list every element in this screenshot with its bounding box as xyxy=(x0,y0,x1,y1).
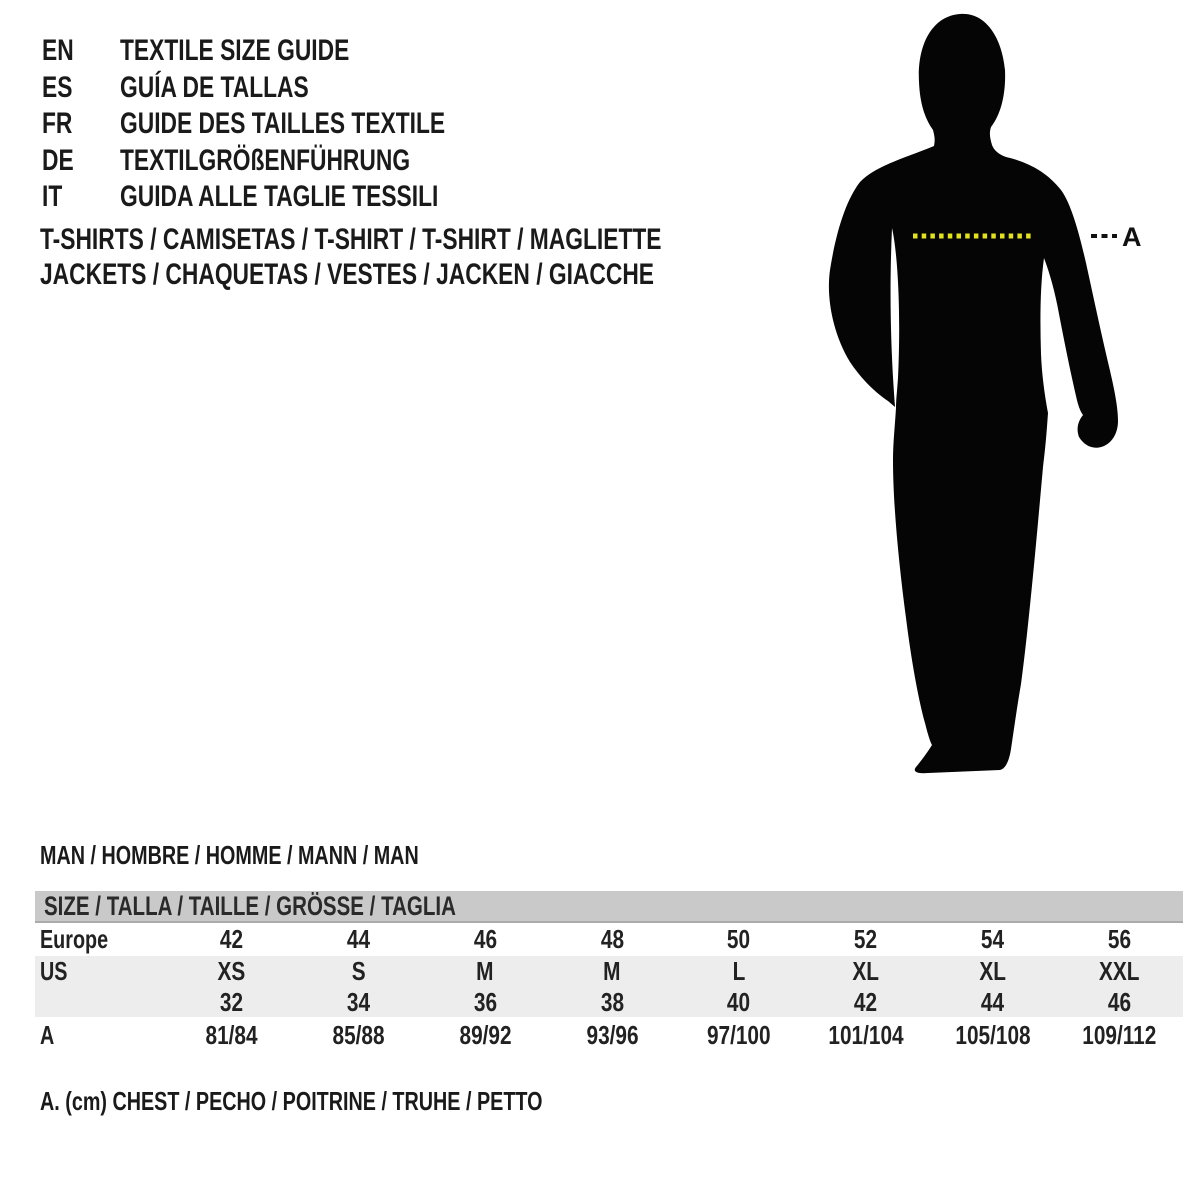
size-cell xyxy=(549,924,676,955)
size-cell-text: S xyxy=(351,956,366,986)
size-cell xyxy=(929,956,1056,987)
size-cell-text: 105/108 xyxy=(955,1019,1031,1050)
size-table-header xyxy=(35,891,1183,923)
size-cell xyxy=(1056,987,1183,1018)
language-code-text: DE xyxy=(42,143,74,177)
size-cell xyxy=(802,924,929,955)
size-cell-text: 101/104 xyxy=(828,1019,904,1050)
size-table-row xyxy=(35,956,1183,987)
size-cell-text: 48 xyxy=(600,924,624,954)
size-cell-text: 38 xyxy=(600,986,624,1017)
size-cell-text: 109/112 xyxy=(1082,1019,1157,1050)
language-title-text: TEXTILGRÖßENFÜHRUNG xyxy=(120,143,411,177)
section-heading-text: MAN / HOMBRE / HOMME / MANN / MAN xyxy=(40,839,419,870)
size-cell-text: XL xyxy=(852,956,880,986)
size-table-row xyxy=(35,987,1183,1017)
language-code xyxy=(42,71,120,105)
size-table-body xyxy=(35,923,1183,1053)
size-cell-text: 44 xyxy=(981,986,1005,1017)
size-cell xyxy=(929,987,1056,1018)
size-cell-text: 93/96 xyxy=(586,1019,639,1050)
size-row-label xyxy=(35,987,168,1018)
size-cell-text: 52 xyxy=(854,924,878,954)
size-cell-text: 40 xyxy=(727,986,751,1017)
size-cell xyxy=(676,987,803,1018)
size-cell xyxy=(295,1020,422,1051)
size-cell-text: 54 xyxy=(981,924,1005,954)
size-cell xyxy=(676,956,803,987)
product-category-list xyxy=(40,222,858,293)
product-category-text: JACKETS / CHAQUETAS / VESTES / JACKEN / GIACCHE xyxy=(40,258,654,292)
language-row xyxy=(42,143,548,180)
size-cell-text: 97/100 xyxy=(707,1019,771,1050)
size-cell xyxy=(422,987,549,1018)
size-row-label-text: A xyxy=(40,1019,55,1050)
size-cell-text: M xyxy=(603,956,621,986)
man-silhouette xyxy=(829,14,1118,773)
size-row-label xyxy=(35,956,168,987)
measure-label-a: A xyxy=(1122,222,1142,252)
size-cell-text: 42 xyxy=(854,986,878,1017)
size-cell xyxy=(1056,956,1183,987)
size-cell-text: 89/92 xyxy=(459,1019,512,1050)
size-cell xyxy=(549,956,676,987)
language-code-text: EN xyxy=(42,34,74,68)
size-cell-text: 42 xyxy=(219,924,243,954)
size-cell xyxy=(676,924,803,955)
product-category-line xyxy=(40,258,858,294)
language-row xyxy=(42,179,548,216)
size-cell-text: 32 xyxy=(219,986,243,1017)
size-cell xyxy=(1056,924,1183,955)
language-title xyxy=(120,144,548,178)
size-cell-text: XS xyxy=(217,956,246,986)
size-cell xyxy=(802,987,929,1018)
product-category-text: T-SHIRTS / CAMISETAS / T-SHIRT / T-SHIRT / MAGLIETTE xyxy=(40,222,662,256)
language-title xyxy=(120,34,548,68)
size-row-label xyxy=(35,1020,168,1051)
size-cell xyxy=(422,1020,549,1051)
size-table xyxy=(35,891,1183,1053)
language-code-text: ES xyxy=(42,70,73,104)
size-cell-text: 85/88 xyxy=(332,1019,385,1050)
language-title-text: GUIDA ALLE TAGLIE TESSILI xyxy=(120,180,439,214)
language-code-text: FR xyxy=(42,107,73,141)
size-cell xyxy=(929,924,1056,955)
size-cell-text: XL xyxy=(979,956,1006,986)
size-row-label xyxy=(35,924,168,955)
size-cell xyxy=(295,987,422,1018)
size-cell xyxy=(295,956,422,987)
language-list xyxy=(42,33,548,216)
size-cell xyxy=(802,1020,929,1051)
language-title xyxy=(120,180,548,214)
language-title-text: TEXTILE SIZE GUIDE xyxy=(120,34,350,68)
size-cell-text: 46 xyxy=(1107,986,1132,1017)
size-cell-text: 46 xyxy=(473,924,497,954)
size-table-row xyxy=(35,1017,1183,1053)
size-cell xyxy=(168,956,295,987)
language-row xyxy=(42,106,548,143)
section-heading-man xyxy=(40,841,538,869)
language-code-text: IT xyxy=(42,180,63,214)
language-row xyxy=(42,70,548,107)
language-code xyxy=(42,34,120,68)
product-category-line xyxy=(40,222,858,258)
size-cell xyxy=(422,956,549,987)
language-title xyxy=(120,107,548,141)
language-title-text: GUÍA DE TALLAS xyxy=(120,70,309,104)
size-cell xyxy=(802,956,929,987)
language-row xyxy=(42,33,548,70)
size-cell-text: 34 xyxy=(346,986,370,1017)
size-cell xyxy=(168,987,295,1018)
size-cell xyxy=(929,1020,1056,1051)
size-table-header-text: SIZE / TALLA / TAILLE / GRÖSSE / TAGLIA xyxy=(44,890,456,921)
measurement-footnote-text: A. (cm) CHEST / PECHO / POITRINE / TRUHE / PETTO xyxy=(40,1085,543,1116)
size-cell-text: 44 xyxy=(346,924,370,954)
size-cell xyxy=(422,924,549,955)
size-cell-text: 36 xyxy=(473,986,497,1017)
size-cell-text: 81/84 xyxy=(205,1019,258,1050)
size-cell xyxy=(549,987,676,1018)
size-table-row xyxy=(35,923,1183,956)
language-code xyxy=(42,144,120,178)
size-cell xyxy=(1056,1020,1183,1051)
language-title xyxy=(120,71,548,105)
size-row-label-text: US xyxy=(40,956,68,986)
language-code xyxy=(42,107,120,141)
size-row-label-text: Europe xyxy=(40,924,109,954)
size-cell-text: M xyxy=(476,956,494,986)
size-cell-text: 56 xyxy=(1107,924,1132,954)
size-cell xyxy=(295,924,422,955)
size-cell xyxy=(676,1020,803,1051)
size-cell-text: L xyxy=(732,956,746,986)
size-cell-text: XXL xyxy=(1099,956,1140,986)
size-cell-text: 50 xyxy=(727,924,751,954)
size-cell xyxy=(168,1020,295,1051)
language-title-text: GUIDE DES TAILLES TEXTILE xyxy=(120,107,446,141)
measurement-footnote xyxy=(40,1087,701,1115)
size-cell xyxy=(549,1020,676,1051)
size-cell xyxy=(168,924,295,955)
language-code xyxy=(42,180,120,214)
